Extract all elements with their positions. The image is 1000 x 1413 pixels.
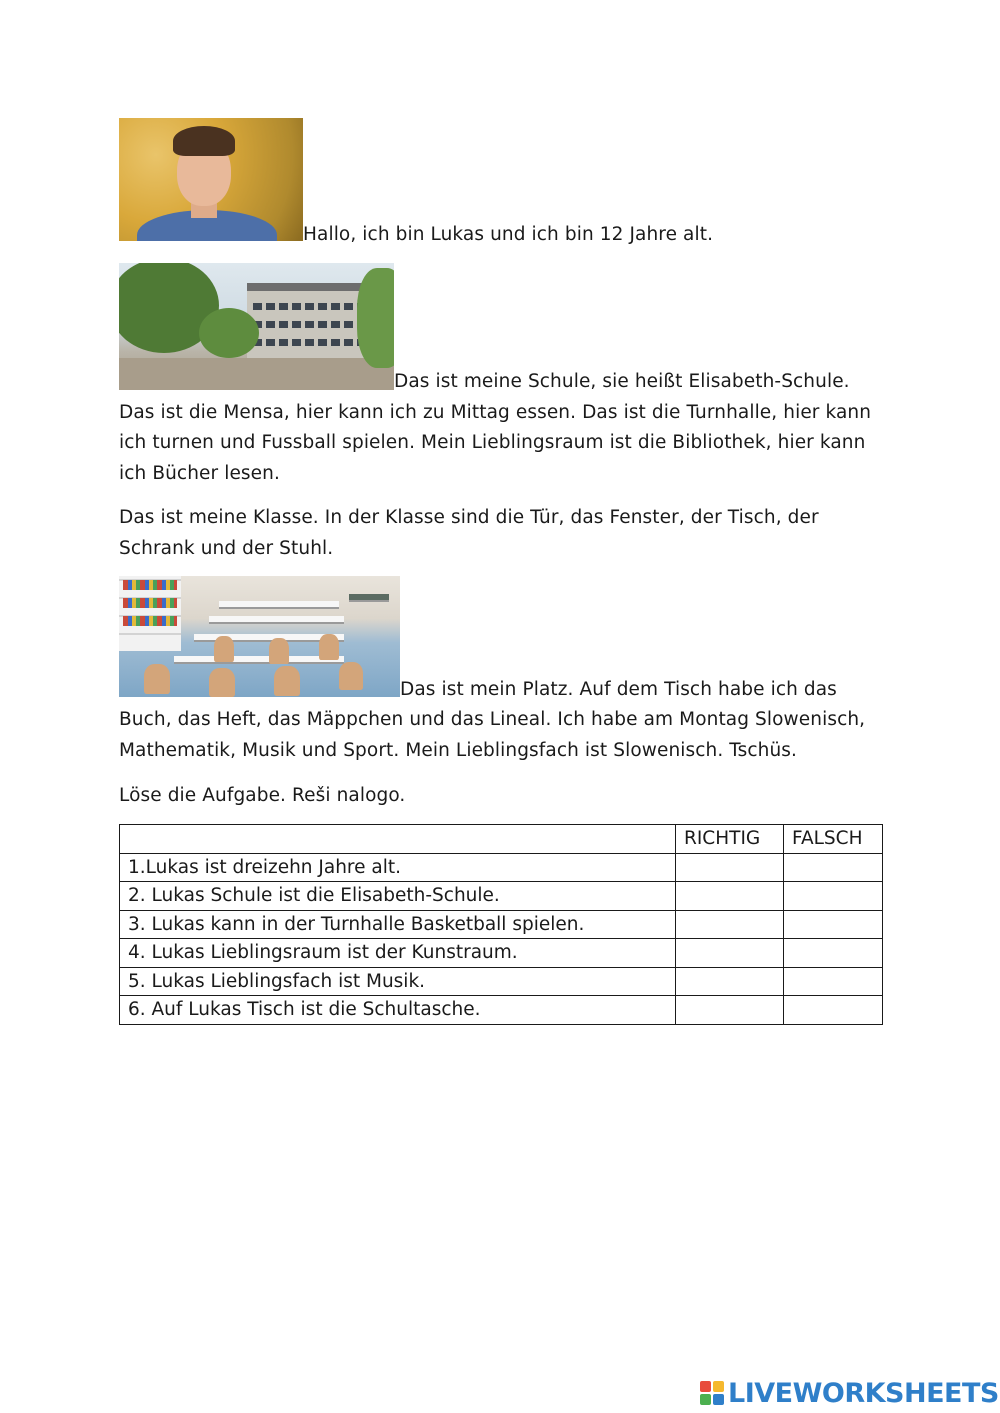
richtig-answer-cell[interactable] [676, 853, 784, 882]
table-row [120, 996, 883, 1025]
photo-chair [269, 638, 289, 664]
photo-chair [274, 666, 300, 696]
logo-text: LIVEWORKSHEETS [728, 1377, 999, 1409]
photo-tree [357, 268, 394, 368]
statement-cell: 6. Auf Lukas Tisch ist die Schultasche. [120, 996, 676, 1025]
statement-cell: 2. Lukas Schule ist die Elisabeth-Schule. [120, 882, 676, 911]
photo-chair [339, 662, 363, 690]
statement-cell: 5. Lukas Lieblingsfach ist Musik. [120, 967, 676, 996]
true-false-table [119, 824, 883, 1025]
photo-windows-row [253, 321, 361, 328]
statement-cell: 3. Lukas kann in der Turnhalle Basketball spielen. [120, 910, 676, 939]
logo-mark-square [713, 1394, 724, 1405]
photo-hair [173, 126, 235, 156]
photo-books [123, 616, 177, 626]
place-text-line: Buch, das Heft, das Mäppchen und das Lineal. Ich habe am Montag Slowenisch, [119, 709, 866, 730]
table-row [120, 853, 883, 882]
photo-books [123, 598, 177, 608]
school-text-line: ich Bücher lesen. [119, 463, 280, 484]
intro-text: Hallo, ich bin Lukas und ich bin 12 Jahre alt. [303, 224, 714, 245]
classroom-photo [119, 576, 400, 697]
photo-chair [319, 634, 339, 660]
liveworksheets-logo [700, 1378, 999, 1408]
photo-books [123, 580, 177, 590]
place-text-line: Das ist mein Platz. Auf dem Tisch habe ich das [400, 679, 837, 700]
header-falsch: FALSCH [784, 825, 883, 854]
task-instruction: Löse die Aufgabe. Reši nalogo. [119, 785, 406, 806]
school-text-line: Das ist meine Schule, sie heißt Elisabeth-Schule. [394, 371, 850, 392]
class-text-line: Schrank und der Stuhl. [119, 538, 334, 559]
richtig-answer-cell[interactable] [676, 939, 784, 968]
photo-board [349, 594, 389, 602]
photo-desk [209, 616, 344, 624]
statement-cell: 1.Lukas ist dreizehn Jahre alt. [120, 853, 676, 882]
falsch-answer-cell[interactable] [784, 967, 883, 996]
logo-mark-icon [700, 1381, 724, 1405]
photo-chair [144, 664, 170, 694]
school-text-line: Das ist die Mensa, hier kann ich zu Mittag essen. Das ist die Turnhalle, hier kann [119, 402, 872, 423]
logo-mark-square [700, 1394, 711, 1405]
table-header-row [120, 825, 883, 854]
logo-mark-square [713, 1381, 724, 1392]
photo-chair [209, 668, 235, 697]
richtig-answer-cell[interactable] [676, 967, 784, 996]
header-richtig: RICHTIG [676, 825, 784, 854]
falsch-answer-cell[interactable] [784, 939, 883, 968]
richtig-answer-cell[interactable] [676, 996, 784, 1025]
school-building-photo [119, 263, 394, 390]
richtig-answer-cell[interactable] [676, 910, 784, 939]
photo-tree [199, 308, 259, 358]
school-text-line: ich turnen und Fussball spielen. Mein Lieblingsraum ist die Bibliothek, hier kann [119, 432, 866, 453]
falsch-answer-cell[interactable] [784, 996, 883, 1025]
falsch-answer-cell[interactable] [784, 882, 883, 911]
photo-schoolyard [119, 358, 394, 390]
table-row [120, 967, 883, 996]
statement-cell: 4. Lukas Lieblingsraum ist der Kunstraum. [120, 939, 676, 968]
place-text-line: Mathematik, Musik und Sport. Mein Lieblingsfach ist Slowenisch. Tschüs. [119, 740, 798, 761]
photo-windows-row [253, 303, 361, 310]
falsch-answer-cell[interactable] [784, 910, 883, 939]
portrait-photo-lukas [119, 118, 303, 241]
logo-mark-square [700, 1381, 711, 1392]
photo-chair [214, 636, 234, 662]
table-row [120, 910, 883, 939]
class-text-line: Das ist meine Klasse. In der Klasse sind die Tür, das Fenster, der Tisch, der [119, 507, 819, 528]
table-row [120, 939, 883, 968]
falsch-answer-cell[interactable] [784, 853, 883, 882]
header-statement [120, 825, 676, 854]
table-row [120, 882, 883, 911]
photo-desk [219, 601, 339, 609]
richtig-answer-cell[interactable] [676, 882, 784, 911]
photo-windows-row [253, 339, 361, 346]
